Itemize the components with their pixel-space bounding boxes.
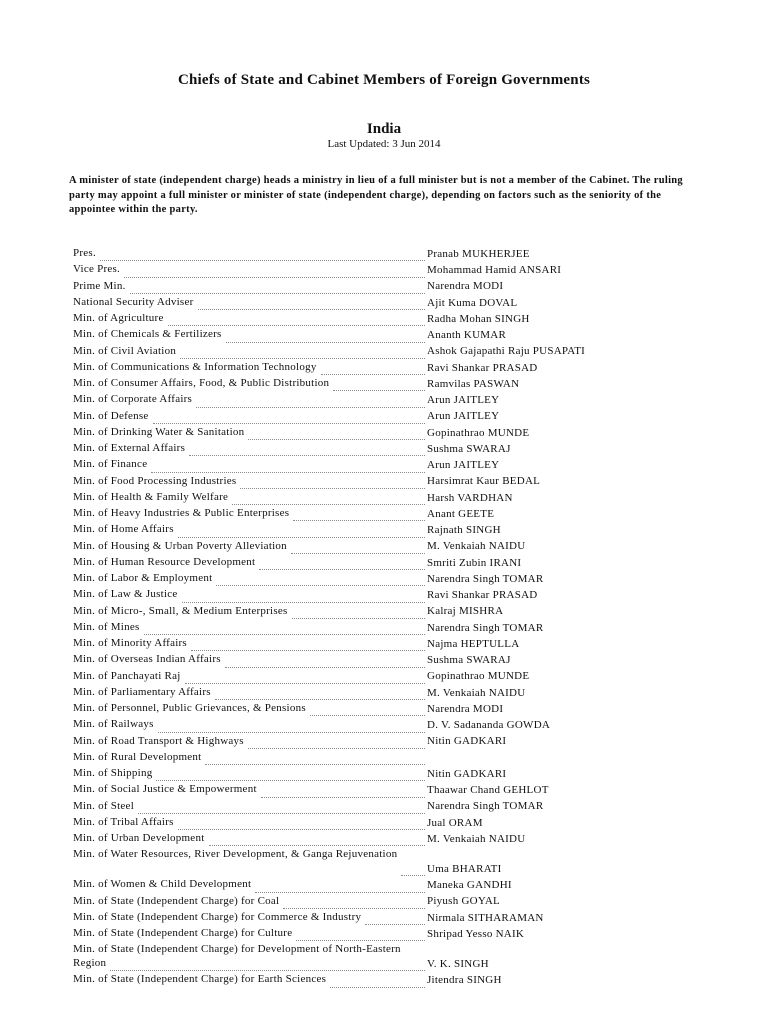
- official-title: Min. of State (Independent Charge) for Development of North-Eastern Region: [73, 943, 401, 969]
- official-title: Min. of State (Independent Charge) for Earth Sciences: [73, 973, 327, 986]
- list-item: [73, 894, 633, 910]
- official-title: Min. of Food Processing Industries: [73, 474, 237, 487]
- list-item: [73, 877, 633, 893]
- dotted-leader: [255, 892, 425, 893]
- list-item: [73, 734, 633, 750]
- official-name: Harsh VARDHAN: [427, 491, 513, 504]
- list-item: [73, 604, 633, 620]
- official-title: Min. of Tribal Affairs: [73, 815, 174, 828]
- dotted-leader: [310, 715, 425, 716]
- dotted-leader: [209, 845, 426, 846]
- dotted-leader: [151, 472, 425, 473]
- list-item: [73, 327, 633, 343]
- official-name: Arun JAITLEY: [427, 394, 500, 406]
- list-item: [73, 490, 633, 506]
- dotted-leader: [196, 407, 425, 408]
- dotted-leader: [110, 970, 425, 971]
- official-title: Min. of Agriculture: [73, 312, 164, 324]
- official-name: Ajit Kuma DOVAL: [427, 296, 518, 309]
- dotted-leader: [296, 940, 425, 941]
- official-name: Nirmala SITHARAMAN: [427, 911, 544, 924]
- dotted-leader: [185, 683, 425, 684]
- official-title: Vice Pres.: [73, 263, 121, 276]
- official-title: Pres.: [73, 247, 96, 259]
- dotted-leader: [330, 987, 425, 988]
- official-title: Min. of Panchayati Raj: [73, 669, 181, 682]
- official-name: M. Venkaiah NAIDU: [427, 540, 526, 553]
- official-name: Ravi Shankar PRASAD: [427, 361, 538, 374]
- dotted-leader: [401, 875, 425, 876]
- official-title: Prime Min.: [73, 279, 126, 292]
- dotted-leader: [144, 634, 426, 635]
- official-name: Narendra MODI: [427, 280, 504, 293]
- official-title: Min. of Heavy Industries & Public Enterprises: [73, 507, 290, 519]
- official-title: Min. of Corporate Affairs: [73, 393, 193, 406]
- official-title: Min. of Overseas Indian Affairs: [73, 653, 221, 666]
- official-name: Ramvilas PASWAN: [427, 377, 520, 390]
- dotted-leader: [178, 829, 425, 830]
- official-name: Gopinathrao MUNDE: [427, 426, 530, 439]
- list-item: [73, 506, 633, 522]
- official-name: Ashok Gajapathi Raju PUSAPATI: [427, 345, 586, 358]
- official-name: Narendra MODI: [427, 702, 504, 715]
- officials-list: [73, 246, 633, 989]
- official-title: Min. of Human Resource Development: [73, 555, 256, 568]
- official-title: Min. of Personnel, Public Grievances, & Pensions: [73, 702, 306, 714]
- list-item: [73, 910, 633, 926]
- list-item: [73, 474, 633, 490]
- dotted-leader: [168, 325, 425, 326]
- official-title: Min. of Road Transport & Highways: [73, 734, 244, 747]
- official-title: Min. of Home Affairs: [73, 523, 174, 536]
- list-item: [73, 409, 633, 425]
- official-title: Min. of State (Independent Charge) for Commerce & Industry: [73, 910, 362, 923]
- list-item: [73, 279, 633, 295]
- dotted-leader: [232, 504, 425, 505]
- list-item: [73, 539, 633, 555]
- official-name: Sushma SWARAJ: [427, 654, 511, 666]
- list-item: [73, 750, 633, 766]
- official-title: Min. of Social Justice & Empowerment: [73, 783, 257, 796]
- list-item: [73, 766, 633, 782]
- dotted-leader: [191, 650, 425, 651]
- official-name: M. Venkaiah NAIDU: [427, 686, 526, 699]
- dotted-leader: [182, 602, 425, 603]
- official-name: Smriti Zubin IRANI: [427, 556, 522, 569]
- official-name: Arun JAITLEY: [427, 410, 500, 423]
- list-item: [73, 701, 633, 717]
- dotted-leader: [226, 342, 425, 343]
- official-title: Min. of Water Resources, River Development, & Ganga Rejuvenation: [73, 848, 398, 861]
- dotted-leader: [189, 455, 425, 456]
- official-title: Min. of Steel: [73, 799, 134, 812]
- official-title: Min. of Railways: [73, 718, 154, 731]
- official-title: Min. of Shipping: [73, 767, 153, 779]
- official-title: Min. of External Affairs: [73, 442, 186, 454]
- official-name: Thaawar Chand GEHLOT: [427, 784, 549, 796]
- list-item: [73, 972, 633, 988]
- list-item: [73, 685, 633, 701]
- official-title: Min. of Chemicals & Fertilizers: [73, 328, 222, 341]
- dotted-leader: [321, 374, 425, 375]
- official-name: Narendra Singh TOMAR: [427, 800, 544, 813]
- list-item: [73, 571, 633, 587]
- dotted-leader: [198, 309, 425, 310]
- official-name: Piyush GOYAL: [427, 895, 500, 908]
- official-name: Anant GEETE: [427, 507, 495, 520]
- list-item: [73, 344, 633, 360]
- official-name: Radha Mohan SINGH: [427, 312, 530, 325]
- dotted-leader: [156, 780, 425, 781]
- list-item: [73, 831, 633, 847]
- official-title: Min. of Defense: [73, 409, 149, 422]
- official-title: Min. of State (Independent Charge) for Culture: [73, 927, 293, 939]
- dotted-leader: [240, 488, 425, 489]
- official-title: Min. of Minority Affairs: [73, 637, 187, 649]
- official-name: Gopinathrao MUNDE: [427, 670, 530, 683]
- list-item: [73, 392, 633, 408]
- last-updated: Last Updated: 3 Jun 2014: [327, 138, 441, 150]
- dotted-leader: [215, 699, 425, 700]
- list-item: [73, 799, 633, 815]
- official-name: Nitin GADKARI: [427, 735, 507, 748]
- official-name: Shripad Yesso NAIK: [427, 927, 525, 940]
- list-item: [73, 620, 633, 636]
- list-item: [73, 926, 633, 942]
- official-title: National Security Adviser: [73, 295, 194, 308]
- official-name: Sushma SWARAJ: [427, 442, 511, 455]
- list-item: [73, 425, 633, 441]
- official-title: Min. of State (Independent Charge) for Coal: [73, 894, 280, 907]
- dotted-leader: [259, 569, 425, 570]
- dotted-leader: [225, 667, 425, 668]
- dotted-leader: [180, 358, 425, 359]
- list-item: [73, 669, 633, 685]
- official-name: Kalraj MISHRA: [427, 605, 504, 618]
- official-title: Min. of Parliamentary Affairs: [73, 685, 211, 698]
- dotted-leader: [216, 585, 425, 586]
- dotted-leader: [205, 764, 425, 765]
- dotted-leader: [293, 520, 425, 521]
- official-name: Maneka GANDHI: [427, 879, 512, 891]
- official-name: Rajnath SINGH: [427, 524, 501, 536]
- official-name: Mohammad Hamid ANSARI: [427, 264, 562, 276]
- list-item: [73, 246, 633, 262]
- official-title: Min. of Housing & Urban Poverty Alleviation: [73, 539, 287, 552]
- dotted-leader: [153, 423, 425, 424]
- dotted-leader: [283, 908, 425, 909]
- list-item: [73, 360, 633, 376]
- dotted-leader: [365, 924, 425, 925]
- official-name: Nitin GADKARI: [427, 767, 507, 780]
- official-name: M. Venkaiah NAIDU: [427, 832, 526, 845]
- list-item: [73, 522, 633, 538]
- official-name: Narendra Singh TOMAR: [427, 621, 544, 634]
- official-name: Jual ORAM: [427, 816, 483, 829]
- official-title: Min. of Health & Family Welfare: [73, 490, 229, 503]
- list-item: [73, 376, 633, 392]
- country-heading: India: [366, 121, 402, 137]
- official-title: Min. of Women & Child Development: [73, 878, 252, 891]
- list-item: [73, 652, 633, 668]
- dotted-leader: [100, 260, 425, 261]
- official-title: Min. of Rural Development: [73, 750, 202, 763]
- official-title: Min. of Consumer Affairs, Food, & Public Distribution: [73, 377, 330, 389]
- list-item: [73, 311, 633, 327]
- list-item: [73, 847, 633, 877]
- list-item: [73, 815, 633, 831]
- list-item: [73, 636, 633, 652]
- official-title: Min. of Micro-, Small, & Medium Enterprises: [73, 604, 288, 617]
- official-name: Ravi Shankar PRASAD: [427, 589, 538, 601]
- official-title: Min. of Finance: [73, 458, 148, 471]
- list-item: [73, 441, 633, 457]
- official-name: Narendra Singh TOMAR: [427, 572, 544, 585]
- official-title: Min. of Civil Aviation: [73, 344, 177, 357]
- list-item: [73, 555, 633, 571]
- official-name: Jitendra SINGH: [427, 974, 502, 986]
- official-title: Min. of Mines: [73, 620, 140, 633]
- dotted-leader: [248, 748, 425, 749]
- dotted-leader: [158, 732, 425, 733]
- official-name: Uma BHARATI: [427, 862, 502, 875]
- official-title: Min. of Labor & Employment: [73, 572, 213, 584]
- official-name: Najma HEPTULLA: [427, 637, 520, 650]
- dotted-leader: [248, 439, 425, 440]
- official-title: Min. of Law & Justice: [73, 588, 178, 601]
- list-item: [73, 587, 633, 603]
- dotted-leader: [292, 618, 425, 619]
- list-item: [73, 717, 633, 733]
- dotted-leader: [138, 813, 425, 814]
- official-name: Ananth KUMAR: [427, 329, 507, 341]
- official-title: Min. of Urban Development: [73, 832, 205, 844]
- dotted-leader: [124, 277, 425, 278]
- intro-paragraph: A minister of state (independent charge) heads a ministry in lieu of a full minister but is not a member of the Cabinet. The ruling party may appoint a full minister or minister of state (independent charge), depending on factors such as the seniority of the appointee within the party.: [69, 175, 683, 215]
- official-name: V. K. SINGH: [427, 957, 489, 970]
- list-item: [73, 262, 633, 278]
- list-item: [73, 457, 633, 473]
- list-item: [73, 782, 633, 798]
- official-name: Arun JAITLEY: [427, 459, 500, 471]
- official-name: Pranab MUKHERJEE: [427, 247, 530, 260]
- document-title: Chiefs of State and Cabinet Members of Foreign Governments: [177, 72, 591, 88]
- official-title: Min. of Drinking Water & Sanitation: [73, 425, 245, 438]
- official-title: Min. of Communications & Information Technology: [73, 360, 317, 373]
- dotted-leader: [261, 797, 425, 798]
- dotted-leader: [178, 537, 425, 538]
- list-item: [73, 295, 633, 311]
- dotted-leader: [291, 553, 425, 554]
- dotted-leader: [333, 390, 425, 391]
- dotted-leader: [130, 293, 425, 294]
- list-item: [73, 942, 633, 972]
- official-name: Harsimrat Kaur BEDAL: [427, 475, 541, 488]
- official-name: D. V. Sadananda GOWDA: [427, 719, 551, 731]
